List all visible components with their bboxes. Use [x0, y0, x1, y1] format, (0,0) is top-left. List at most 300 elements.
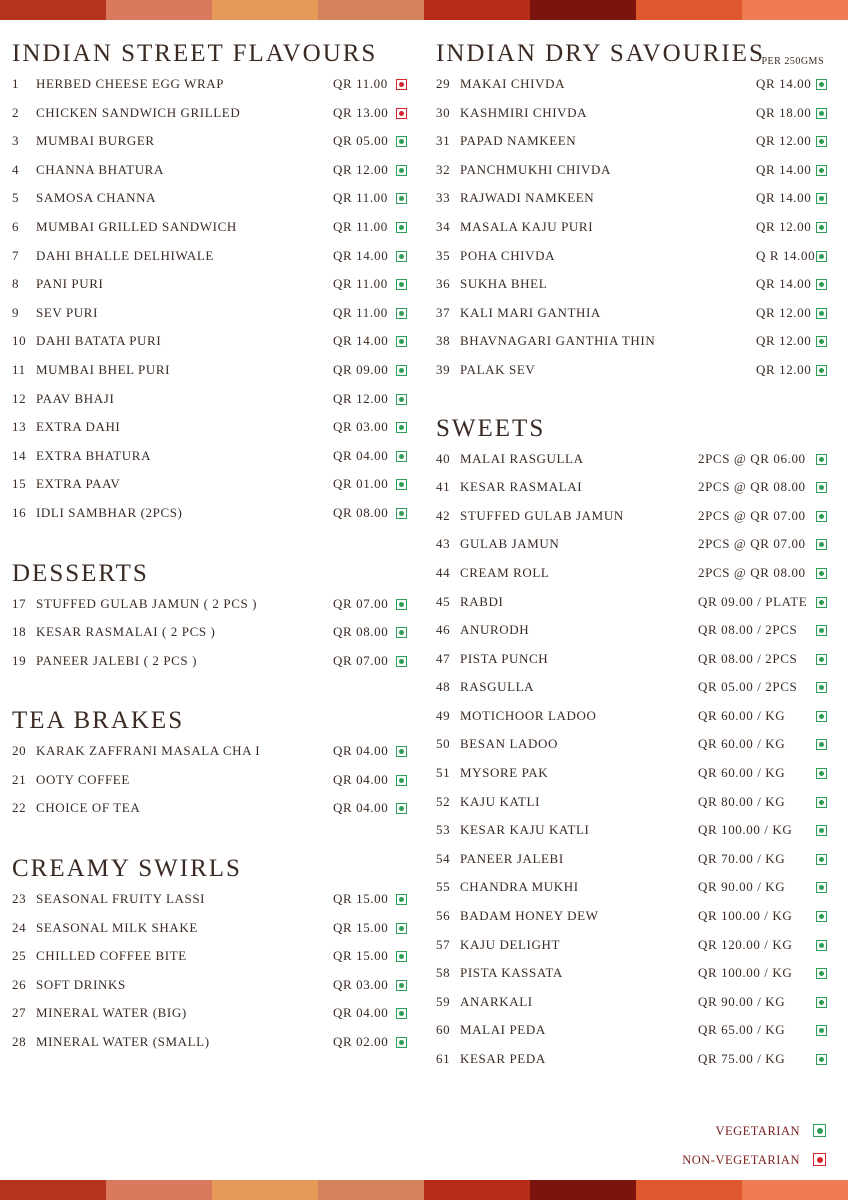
item-number: 61	[436, 1051, 451, 1066]
item-number: 41	[436, 479, 451, 495]
stripe-segment	[318, 0, 424, 20]
menu-item	[12, 590, 412, 619]
item-number: 22	[12, 800, 27, 816]
menu-items-list	[12, 590, 412, 676]
menu-item	[436, 184, 832, 213]
item-number: 25	[12, 948, 27, 964]
veg-mark-icon	[396, 479, 407, 490]
item-price: QR 09.00	[333, 361, 389, 377]
item-name: SEV PURI	[36, 304, 98, 320]
menu-item	[436, 645, 832, 674]
menu-item	[12, 794, 412, 823]
stripe-segment	[106, 1180, 212, 1200]
item-price: QR 11.00	[333, 190, 388, 206]
item-number: 42	[436, 507, 451, 523]
item-price: QR 12.00	[333, 161, 389, 177]
item-price: 2PCS @ QR 08.00	[698, 564, 806, 580]
veg-mark-icon	[396, 508, 407, 519]
menu-item	[436, 931, 832, 960]
menu-item	[436, 759, 832, 788]
item-name: STUFFED GULAB JAMUN	[460, 507, 624, 523]
veg-mark-icon	[816, 568, 827, 579]
item-number: 38	[436, 333, 451, 349]
menu-item	[436, 242, 832, 271]
item-name: EXTRA PAAV	[36, 476, 121, 492]
veg-mark-icon	[816, 997, 827, 1008]
item-name: MASALA KAJU PURI	[460, 218, 594, 234]
veg-mark-icon	[816, 825, 827, 836]
item-number: 11	[12, 361, 26, 377]
item-name: DAHI BATATA PURI	[36, 333, 162, 349]
item-price: QR 03.00	[333, 419, 389, 435]
item-name: KAJU KATLI	[460, 793, 541, 809]
item-name: CHANDRA MUKHI	[460, 879, 579, 895]
veg-mark-icon	[396, 1037, 407, 1048]
menu-items-list	[12, 737, 412, 823]
menu-item	[436, 845, 832, 874]
stripe-segment	[530, 0, 636, 20]
item-number: 56	[436, 908, 451, 924]
stripe-segment	[530, 1180, 636, 1200]
menu-item	[436, 559, 832, 588]
veg-mark-icon	[816, 365, 827, 376]
legend-non-vegetarian-label: NON-VEGETARIAN	[682, 1153, 800, 1167]
item-number: 35	[436, 247, 451, 263]
item-name: CHANNA BHATURA	[36, 161, 164, 177]
item-number: 59	[436, 993, 451, 1009]
item-number: 53	[436, 822, 451, 838]
veg-mark-icon	[816, 940, 827, 951]
veg-mark-icon	[816, 711, 827, 722]
item-number: 48	[436, 679, 451, 695]
menu-item	[436, 988, 832, 1017]
item-name: PAAV BHAJI	[36, 390, 115, 406]
section-title: DESSERTS	[12, 559, 149, 587]
item-number: 15	[12, 476, 27, 492]
menu-items-list	[436, 445, 832, 1074]
menu-item	[436, 788, 832, 817]
item-price: QR 100.00 / KG	[698, 822, 793, 838]
item-name: MUMBAI BURGER	[36, 133, 155, 149]
menu-item	[12, 299, 412, 328]
item-name: EXTRA BHATURA	[36, 447, 152, 463]
item-name: KESAR PEDA	[460, 1051, 546, 1066]
item-number: 13	[12, 419, 27, 435]
menu-item	[12, 999, 412, 1028]
menu-item	[436, 702, 832, 731]
stripe-segment	[0, 1180, 106, 1200]
non-veg-mark-icon	[396, 79, 407, 90]
item-name: PANEER JALEBI	[460, 850, 564, 866]
item-price: QR 12.00	[756, 133, 812, 149]
item-number: 8	[12, 276, 20, 292]
item-price: 2PCS @ QR 07.00	[698, 536, 806, 552]
stripe-segment	[424, 1180, 530, 1200]
item-number: 3	[12, 133, 20, 149]
legend-vegetarian-label: VEGETARIAN	[715, 1124, 800, 1138]
item-name: KALI MARI GANTHIA	[460, 304, 601, 320]
item-price: QR 14.00	[333, 247, 389, 263]
veg-mark-icon	[396, 951, 407, 962]
item-price: QR 12.00	[756, 218, 812, 234]
item-number: 4	[12, 161, 20, 177]
item-name: MINERAL WATER (SMALL)	[36, 1034, 210, 1050]
item-price: QR 05.00	[333, 133, 389, 149]
item-price: QR 60.00 / KG	[698, 736, 786, 752]
veg-mark-icon	[396, 627, 407, 638]
item-number: 36	[436, 276, 451, 292]
item-name: MYSORE PAK	[460, 765, 549, 781]
item-number: 14	[12, 447, 27, 463]
item-number: 30	[436, 104, 451, 120]
item-price: QR 14.00	[756, 161, 812, 177]
section-title: INDIAN DRY SAVOURIES	[436, 40, 765, 67]
veg-mark-icon	[816, 797, 827, 808]
menu-item	[436, 530, 832, 559]
veg-mark-icon	[816, 739, 827, 750]
item-name: CHOICE OF TEA	[36, 800, 141, 816]
veg-mark-icon	[816, 625, 827, 636]
veg-mark-icon	[396, 656, 407, 667]
item-price: QR 14.00	[756, 190, 812, 206]
item-number: 9	[12, 304, 20, 320]
menu-section	[12, 558, 412, 676]
veg-mark-icon	[396, 599, 407, 610]
veg-mark-icon	[816, 308, 827, 319]
item-price: QR 07.00	[333, 652, 389, 668]
item-name: ANARKALI	[460, 993, 533, 1009]
item-price: QR 15.00	[333, 891, 389, 907]
item-number: 12	[12, 390, 27, 406]
menu-item	[12, 470, 412, 499]
item-price: QR 04.00	[333, 1005, 389, 1021]
veg-mark-icon	[396, 422, 407, 433]
item-price: QR 08.00	[333, 504, 389, 520]
item-number: 43	[436, 536, 451, 552]
left-menu-column	[12, 38, 412, 1057]
item-price: QR 14.00	[756, 76, 812, 91]
veg-mark-icon	[816, 482, 827, 493]
veg-mark-icon	[816, 911, 827, 922]
stripe-segment	[212, 0, 318, 20]
menu-item	[12, 618, 412, 647]
stripe-segment	[636, 1180, 742, 1200]
item-price: QR 03.00	[333, 976, 389, 992]
item-price: QR 04.00	[333, 743, 389, 759]
menu-items-list	[12, 885, 412, 1057]
menu-item	[436, 270, 832, 299]
menu-item	[12, 327, 412, 356]
item-name: KESAR RASMALAI	[460, 479, 583, 495]
section-title: INDIAN STREET FLAVOURS	[12, 40, 378, 67]
item-name: KESAR KAJU KATLI	[460, 822, 590, 838]
item-price: QR 08.00 / 2PCS	[698, 622, 798, 638]
item-name: PISTA PUNCH	[460, 650, 549, 666]
veg-mark-icon	[816, 193, 827, 204]
item-price: QR 120.00 / KG	[698, 936, 793, 952]
veg-mark-icon	[396, 894, 407, 905]
item-name: OOTY COFFEE	[36, 771, 130, 787]
item-number: 49	[436, 707, 451, 723]
item-price: QR 90.00 / KG	[698, 993, 786, 1009]
menu-item	[436, 873, 832, 902]
menu-item	[12, 914, 412, 943]
stripe-segment	[742, 1180, 848, 1200]
veg-mark-icon	[396, 136, 407, 147]
item-price: QR 08.00 / 2PCS	[698, 650, 798, 666]
veg-mark-icon	[816, 882, 827, 893]
menu-item	[12, 737, 412, 766]
stripe-segment	[424, 0, 530, 20]
menu-item	[12, 647, 412, 676]
menu-item	[436, 70, 832, 99]
veg-mark-icon	[816, 854, 827, 865]
item-number: 37	[436, 304, 451, 320]
veg-mark-icon	[396, 365, 407, 376]
item-price: QR 14.00	[756, 276, 812, 292]
item-name: PANEER JALEBI ( 2 PCS )	[36, 652, 198, 668]
veg-mark-icon	[396, 1008, 407, 1019]
item-price: QR 14.00	[333, 333, 389, 349]
item-price: QR 18.00	[756, 104, 812, 120]
item-price: QR 11.00	[333, 304, 388, 320]
item-name: KESAR RASMALAI ( 2 PCS )	[36, 624, 216, 640]
menu-item	[12, 766, 412, 795]
item-name: BESAN LADOO	[460, 736, 558, 752]
item-price: QR 04.00	[333, 800, 389, 816]
menu-item	[436, 730, 832, 759]
item-number: 50	[436, 736, 451, 752]
item-number: 60	[436, 1022, 451, 1038]
menu-item	[12, 99, 412, 128]
menu-item	[436, 327, 832, 356]
item-number: 33	[436, 190, 451, 206]
non-veg-mark-icon	[813, 1153, 826, 1166]
veg-mark-icon	[816, 654, 827, 665]
menu-item	[436, 156, 832, 185]
legend-vegetarian	[608, 1121, 828, 1141]
menu-item	[436, 473, 832, 502]
menu-item	[12, 356, 412, 385]
menu-item	[436, 299, 832, 328]
section-title: SWEETS	[436, 414, 546, 442]
item-number: 29	[436, 76, 451, 91]
item-name: RAJWADI NAMKEEN	[460, 190, 595, 206]
menu-item	[436, 1016, 832, 1045]
item-name: STUFFED GULAB JAMUN ( 2 PCS )	[36, 595, 258, 611]
item-price: Q R 14.00	[756, 247, 816, 263]
menu-item	[436, 127, 832, 156]
veg-mark-icon	[396, 165, 407, 176]
item-price: QR 07.00	[333, 595, 389, 611]
item-number: 24	[12, 919, 27, 935]
menu-item	[12, 213, 412, 242]
veg-mark-icon	[396, 923, 407, 934]
legend-non-vegetarian	[608, 1150, 828, 1170]
item-name: MUMBAI GRILLED SANDWICH	[36, 218, 237, 234]
item-name: SEASONAL FRUITY LASSI	[36, 891, 206, 907]
item-name: BHAVNAGARI GANTHIA THIN	[460, 333, 656, 349]
item-price: QR 09.00 / PLATE	[698, 593, 808, 609]
item-number: 46	[436, 622, 451, 638]
item-number: 44	[436, 564, 451, 580]
item-price: 2PCS @ QR 07.00	[698, 507, 806, 523]
menu-item	[436, 616, 832, 645]
item-number: 32	[436, 161, 451, 177]
item-number: 26	[12, 976, 27, 992]
menu-item	[436, 816, 832, 845]
section-subtitle: PER 250GMS	[761, 56, 824, 67]
item-number: 21	[12, 771, 27, 787]
item-number: 17	[12, 595, 27, 611]
menu-section	[436, 38, 832, 385]
item-price: QR 60.00 / KG	[698, 707, 786, 723]
veg-mark-icon	[816, 222, 827, 233]
section-title: TEA BRAKES	[12, 707, 185, 735]
item-price: QR 12.00	[756, 304, 812, 320]
item-price: QR 01.00	[333, 476, 389, 492]
veg-mark-icon	[396, 279, 407, 290]
menu-item	[436, 588, 832, 617]
menu-item	[12, 127, 412, 156]
item-number: 7	[12, 247, 20, 263]
item-price: QR 70.00 / KG	[698, 850, 786, 866]
menu-item	[12, 242, 412, 271]
item-number: 31	[436, 133, 451, 149]
veg-mark-icon	[816, 454, 827, 465]
item-name: POHA CHIVDA	[460, 247, 556, 263]
veg-mark-icon	[816, 336, 827, 347]
item-name: PANI PURI	[36, 276, 104, 292]
item-price: QR 11.00	[333, 218, 388, 234]
item-number: 1	[12, 76, 20, 91]
veg-mark-icon	[816, 768, 827, 779]
item-name: HERBED CHEESE EGG WRAP	[36, 76, 225, 91]
menu-item	[436, 1045, 832, 1074]
item-number: 55	[436, 879, 451, 895]
item-name: KARAK ZAFFRANI MASALA CHA I	[36, 743, 261, 759]
item-price: QR 12.00	[333, 390, 389, 406]
item-name: SAMOSA CHANNA	[36, 190, 157, 206]
item-price: QR 15.00	[333, 919, 389, 935]
item-number: 18	[12, 624, 27, 640]
item-number: 58	[436, 965, 451, 981]
menu-item	[436, 902, 832, 931]
item-name: IDLI SAMBHAR (2PCS)	[36, 504, 183, 520]
item-name: EXTRA DAHI	[36, 419, 121, 435]
stripe-segment	[0, 0, 106, 20]
item-price: QR 60.00 / KG	[698, 765, 786, 781]
item-name: RASGULLA	[460, 679, 535, 695]
item-number: 16	[12, 504, 27, 520]
veg-mark-icon	[396, 394, 407, 405]
item-price: QR 11.00	[333, 76, 388, 91]
menu-item	[12, 70, 412, 99]
item-name: DAHI BHALLE DELHIWALE	[36, 247, 214, 263]
item-name: SEASONAL MILK SHAKE	[36, 919, 198, 935]
item-name: PAPAD NAMKEEN	[460, 133, 577, 149]
item-price: QR 100.00 / KG	[698, 908, 793, 924]
item-name: GULAB JAMUN	[460, 536, 560, 552]
veg-mark-icon	[396, 251, 407, 262]
item-number: 6	[12, 218, 20, 234]
stripe-segment	[212, 1180, 318, 1200]
item-name: MALAI RASGULLA	[460, 450, 584, 466]
non-veg-mark-icon	[396, 108, 407, 119]
item-name: SUKHA BHEL	[460, 276, 548, 292]
item-price: QR 13.00	[333, 104, 389, 120]
item-name: MAKAI CHIVDA	[460, 76, 566, 91]
item-number: 19	[12, 652, 27, 668]
item-price: QR 02.00	[333, 1034, 389, 1050]
menu-item	[436, 673, 832, 702]
item-name: ANURODH	[460, 622, 530, 638]
item-name: RABDI	[460, 593, 504, 609]
section-title: CREAMY SWIRLS	[12, 855, 242, 883]
menu-item	[12, 385, 412, 414]
menu-item	[436, 445, 832, 474]
menu-section	[12, 853, 412, 1057]
menu-item	[12, 885, 412, 914]
item-name: MALAI PEDA	[460, 1022, 546, 1038]
menu-item	[12, 184, 412, 213]
veg-mark-icon	[396, 775, 407, 786]
item-number: 34	[436, 218, 451, 234]
item-name: MUMBAI BHEL PURI	[36, 361, 171, 377]
item-number: 28	[12, 1034, 27, 1050]
menu-item	[436, 959, 832, 988]
item-name: MOTICHOOR LADOO	[460, 707, 597, 723]
menu-items-list	[436, 70, 832, 385]
menu-item	[436, 99, 832, 128]
veg-mark-icon	[816, 597, 827, 608]
stripe-segment	[742, 0, 848, 20]
veg-mark-icon	[816, 165, 827, 176]
item-number: 45	[436, 593, 451, 609]
item-name: KAJU DELIGHT	[460, 936, 560, 952]
item-name: BADAM HONEY DEW	[460, 908, 599, 924]
item-price: QR 05.00 / 2PCS	[698, 679, 798, 695]
item-price: 2PCS @ QR 06.00	[698, 450, 806, 466]
item-price: QR 12.00	[756, 333, 812, 349]
veg-mark-icon	[816, 968, 827, 979]
veg-mark-icon	[396, 336, 407, 347]
item-price: 2PCS @ QR 08.00	[698, 479, 806, 495]
item-number: 47	[436, 650, 451, 666]
veg-mark-icon	[816, 539, 827, 550]
veg-mark-icon	[816, 682, 827, 693]
veg-mark-icon	[396, 980, 407, 991]
menu-item	[436, 502, 832, 531]
veg-mark-icon	[396, 746, 407, 757]
menu-item	[12, 442, 412, 471]
item-price: QR 65.00 / KG	[698, 1022, 786, 1038]
veg-mark-icon	[816, 1054, 827, 1065]
item-number: 57	[436, 936, 451, 952]
menu-item	[12, 156, 412, 185]
item-number: 10	[12, 333, 27, 349]
menu-item	[12, 270, 412, 299]
veg-mark-icon	[396, 193, 407, 204]
right-menu-column	[436, 38, 832, 1074]
menu-item	[12, 942, 412, 971]
item-number: 5	[12, 190, 20, 206]
item-name: PANCHMUKHI CHIVDA	[460, 161, 611, 177]
item-price: QR 08.00	[333, 624, 389, 640]
veg-mark-icon	[816, 279, 827, 290]
veg-mark-icon	[396, 451, 407, 462]
veg-mark-icon	[816, 79, 827, 90]
